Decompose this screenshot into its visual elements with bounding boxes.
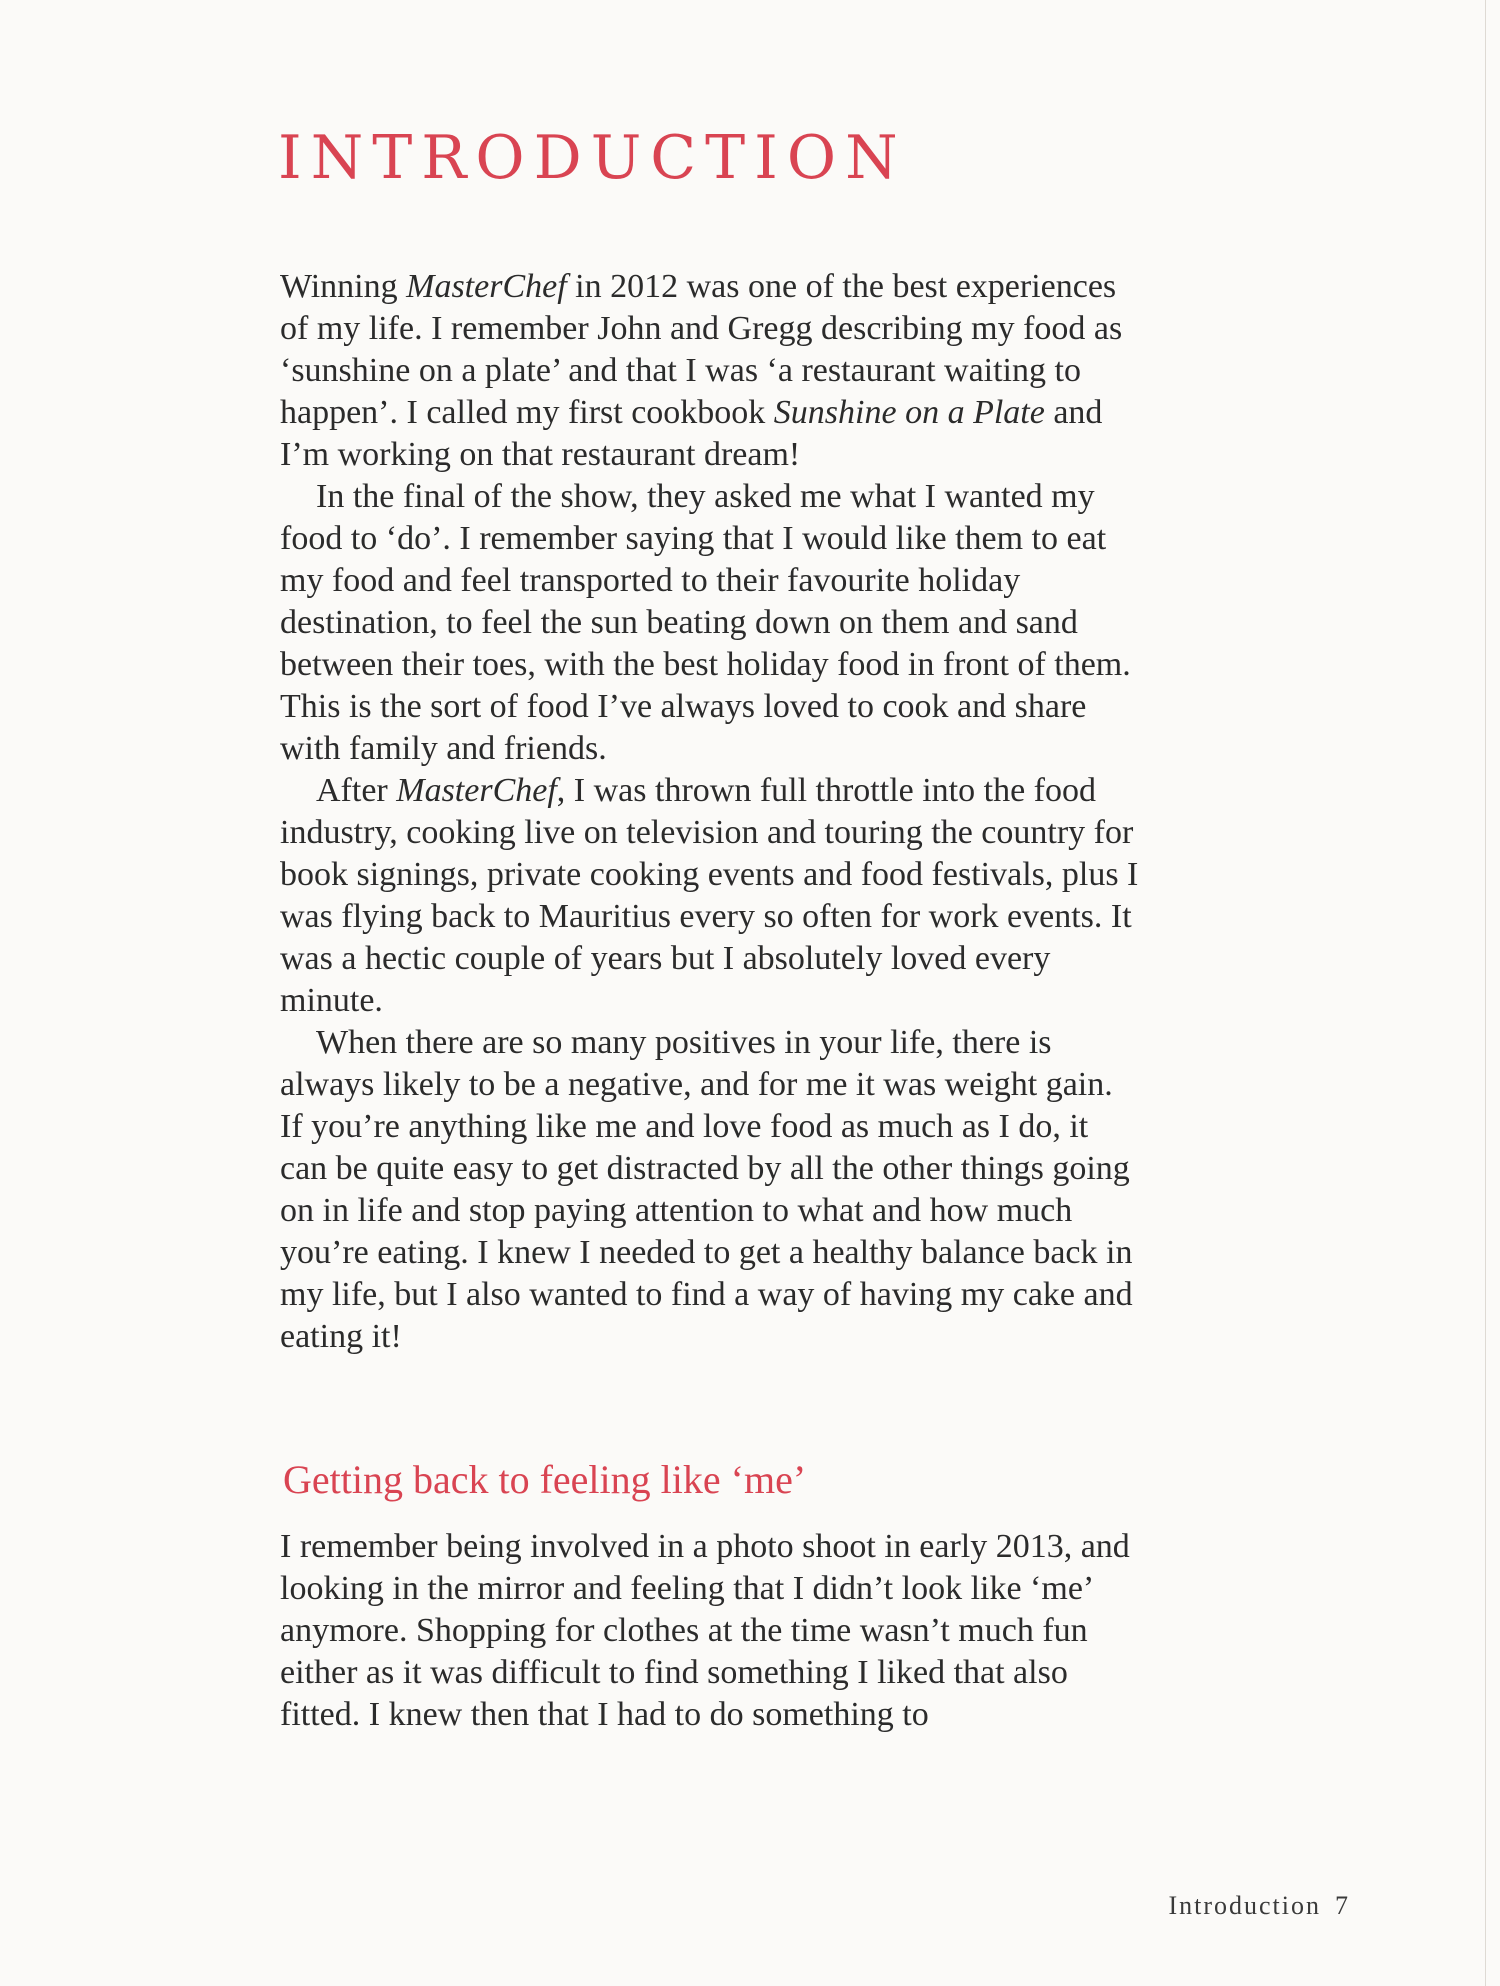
page-title: INTRODUCTION — [278, 123, 907, 193]
page-number: 7 — [1335, 1891, 1350, 1920]
page-spine-edge — [1485, 0, 1486, 1986]
section-paragraph: I remember being involved in a photo shoot in early 2013, and looking in the mirror and feeling that I didn’t look like ‘me’ anymore. Shopping for clothes at the time wasn’t much fun either as it was difficult to find something I liked that also fitted. I knew then that I had to do something to — [280, 1528, 1130, 1733]
masterchef-title: MasterChef — [396, 772, 557, 809]
cookbook-title: Sunshine on a Plate — [773, 394, 1045, 431]
section-body-text — [280, 1526, 1140, 1736]
paragraph-3-text: , I was thrown full throttle into the food industry, cooking live on television and touring the country for book signings, private cooking events and food festivals, plus I was flying back to Mauritius every so often for work events. It was a hectic couple of years but I absolutely loved every minute. — [280, 772, 1139, 1019]
paragraph-2: In the final of the show, they asked me what I wanted my food to ‘do’. I remember saying that I would like them to eat my food and feel transported to their favourite holiday destination, to feel the sun beating down on them and sand between their toes, with the best holiday food in front of them. This is the sort of food I’ve always loved to cook and share with family and friends. — [280, 478, 1131, 767]
page-footer — [1168, 1891, 1350, 1921]
paragraph-3 — [280, 770, 1140, 1022]
section-heading: Getting back to feeling like ‘me’ — [283, 1457, 807, 1502]
body-text — [280, 266, 1140, 1358]
paragraph-1-text: and I’m working on that restaurant dream! — [280, 394, 1103, 473]
paragraph-4: When there are so many positives in your life, there is always likely to be a negative, and for me it was weight gain. If you’re anything like me and love food as much as I do, it can be quite easy to get distracted by all the other things going on in life and stop paying attention to what and how much you’re eating. I knew I needed to get a healthy balance back in my life, but I also wanted to find a way of having my cake and eating it! — [280, 1024, 1133, 1355]
paragraph-1 — [280, 266, 1140, 476]
masterchef-title: MasterChef — [406, 268, 567, 305]
paragraph-1-text: Winning — [280, 268, 407, 305]
paragraph-3-text: After — [316, 772, 397, 809]
running-footer-label: Introduction — [1168, 1891, 1321, 1920]
paragraph-1-text: in 2012 was one of the best experiences of my life. I remember John and Gregg describing my food as ‘sunshine on a plate’ and that I was ‘a restaurant waiting to happen’. I called my first cookbook — [280, 268, 1123, 431]
